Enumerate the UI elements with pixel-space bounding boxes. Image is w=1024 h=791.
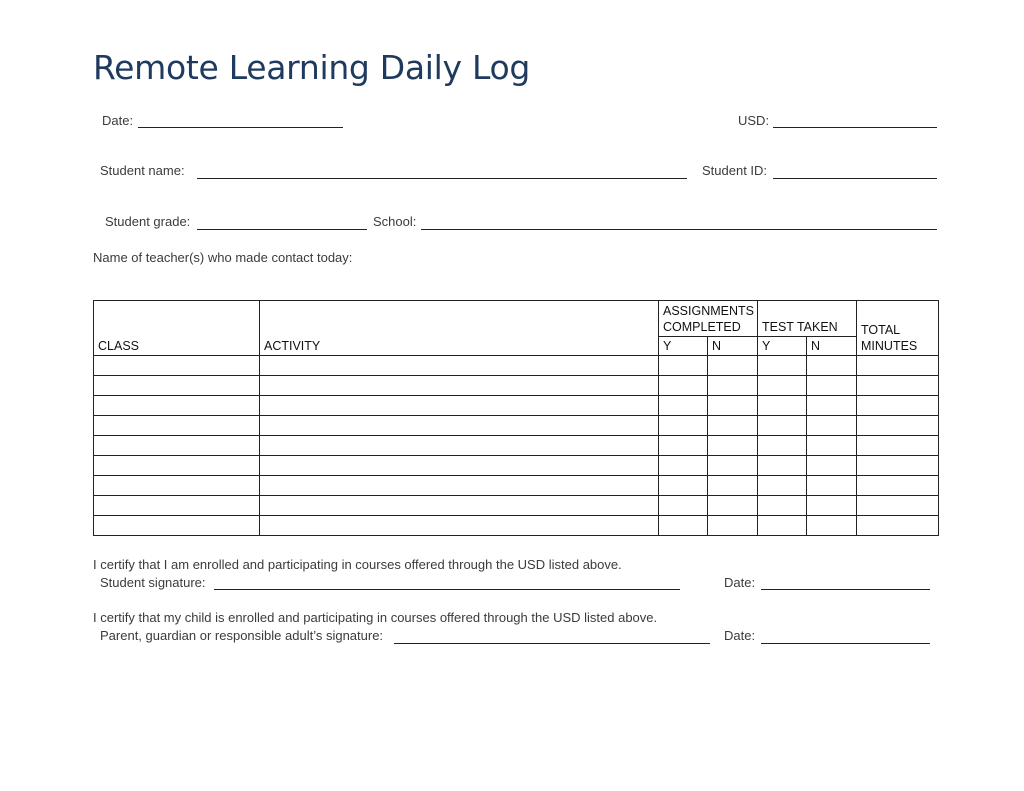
test-yes-cell[interactable] bbox=[758, 356, 807, 376]
student-id-label: Student ID: bbox=[702, 163, 768, 178]
class-cell[interactable] bbox=[94, 376, 260, 396]
activity-cell[interactable] bbox=[260, 476, 659, 496]
assignments-yes-cell[interactable] bbox=[659, 396, 708, 416]
assignments-no-cell[interactable] bbox=[708, 436, 758, 456]
student-name-label: Student name: bbox=[100, 163, 185, 178]
table-row bbox=[94, 396, 939, 416]
test-no-cell[interactable] bbox=[807, 456, 857, 476]
assignments-no-cell[interactable] bbox=[708, 416, 758, 436]
test-no-cell[interactable] bbox=[807, 476, 857, 496]
test-yes-cell[interactable] bbox=[758, 436, 807, 456]
assignments-yes-cell[interactable] bbox=[659, 376, 708, 396]
student-date-field[interactable] bbox=[761, 589, 930, 590]
student-id-field[interactable] bbox=[773, 178, 937, 179]
total-minutes-cell[interactable] bbox=[857, 436, 939, 456]
assignments-no-cell[interactable] bbox=[708, 496, 758, 516]
total-minutes-cell[interactable] bbox=[857, 496, 939, 516]
student-grade-field[interactable] bbox=[197, 229, 367, 230]
log-table-body bbox=[94, 356, 939, 536]
activity-cell[interactable] bbox=[260, 376, 659, 396]
student-date-label: Date: bbox=[724, 575, 756, 590]
test-no-header: N bbox=[807, 337, 857, 356]
table-row bbox=[94, 456, 939, 476]
test-no-cell[interactable] bbox=[807, 436, 857, 456]
total-minutes-cell[interactable] bbox=[857, 396, 939, 416]
activity-cell[interactable] bbox=[260, 396, 659, 416]
table-row bbox=[94, 516, 939, 536]
assignments-yes-cell[interactable] bbox=[659, 476, 708, 496]
page-title: Remote Learning Daily Log bbox=[93, 48, 531, 87]
total-minutes-cell[interactable] bbox=[857, 376, 939, 396]
table-row bbox=[94, 476, 939, 496]
assignments-no-cell[interactable] bbox=[708, 456, 758, 476]
student-certification-text: I certify that I am enrolled and participating in courses offered through the USD listed above. bbox=[93, 557, 622, 572]
class-cell[interactable] bbox=[94, 396, 260, 416]
date-field[interactable] bbox=[138, 127, 343, 128]
activity-cell[interactable] bbox=[260, 456, 659, 476]
table-row bbox=[94, 416, 939, 436]
class-cell[interactable] bbox=[94, 436, 260, 456]
test-yes-cell[interactable] bbox=[758, 416, 807, 436]
test-no-cell[interactable] bbox=[807, 356, 857, 376]
student-signature-field[interactable] bbox=[214, 589, 680, 590]
table-row bbox=[94, 436, 939, 456]
test-yes-cell[interactable] bbox=[758, 456, 807, 476]
test-no-cell[interactable] bbox=[807, 376, 857, 396]
activity-column-header: ACTIVITY bbox=[260, 301, 659, 356]
test-no-cell[interactable] bbox=[807, 496, 857, 516]
test-yes-cell[interactable] bbox=[758, 396, 807, 416]
assignments-yes-header: Y bbox=[659, 337, 708, 356]
test-no-cell[interactable] bbox=[807, 416, 857, 436]
assignments-no-cell[interactable] bbox=[708, 356, 758, 376]
parent-date-label: Date: bbox=[724, 628, 756, 643]
test-yes-cell[interactable] bbox=[758, 496, 807, 516]
activity-cell[interactable] bbox=[260, 516, 659, 536]
class-column-header: CLASS bbox=[94, 301, 260, 356]
parent-certification-text: I certify that my child is enrolled and participating in courses offered through the USD listed above. bbox=[93, 610, 658, 625]
assignments-no-cell[interactable] bbox=[708, 516, 758, 536]
test-no-cell[interactable] bbox=[807, 516, 857, 536]
assignments-yes-cell[interactable] bbox=[659, 436, 708, 456]
assignments-no-cell[interactable] bbox=[708, 396, 758, 416]
table-row bbox=[94, 356, 939, 376]
assignments-no-header: N bbox=[708, 337, 758, 356]
total-minutes-header: TOTAL MINUTES bbox=[857, 301, 939, 356]
usd-label: USD: bbox=[738, 113, 770, 128]
total-minutes-cell[interactable] bbox=[857, 476, 939, 496]
test-yes-cell[interactable] bbox=[758, 476, 807, 496]
assignments-yes-cell[interactable] bbox=[659, 516, 708, 536]
total-minutes-cell[interactable] bbox=[857, 356, 939, 376]
parent-signature-label: Parent, guardian or responsible adult’s signature: bbox=[100, 628, 384, 643]
parent-signature-field[interactable] bbox=[394, 643, 710, 644]
total-minutes-cell[interactable] bbox=[857, 456, 939, 476]
test-yes-cell[interactable] bbox=[758, 516, 807, 536]
teachers-label: Name of teacher(s) who made contact today: bbox=[93, 250, 353, 265]
assignments-yes-cell[interactable] bbox=[659, 456, 708, 476]
test-yes-cell[interactable] bbox=[758, 376, 807, 396]
table-row bbox=[94, 376, 939, 396]
school-label: School: bbox=[373, 214, 417, 229]
table-row bbox=[94, 496, 939, 516]
class-cell[interactable] bbox=[94, 356, 260, 376]
assignments-yes-cell[interactable] bbox=[659, 416, 708, 436]
total-minutes-cell[interactable] bbox=[857, 416, 939, 436]
activity-cell[interactable] bbox=[260, 436, 659, 456]
class-cell[interactable] bbox=[94, 516, 260, 536]
assignments-yes-cell[interactable] bbox=[659, 496, 708, 516]
assignments-no-cell[interactable] bbox=[708, 476, 758, 496]
class-cell[interactable] bbox=[94, 476, 260, 496]
total-minutes-cell[interactable] bbox=[857, 516, 939, 536]
activity-cell[interactable] bbox=[260, 496, 659, 516]
test-yes-header: Y bbox=[758, 337, 807, 356]
activity-cell[interactable] bbox=[260, 416, 659, 436]
class-cell[interactable] bbox=[94, 496, 260, 516]
test-no-cell[interactable] bbox=[807, 396, 857, 416]
activity-log-table bbox=[93, 300, 939, 536]
student-grade-label: Student grade: bbox=[105, 214, 191, 229]
class-cell[interactable] bbox=[94, 456, 260, 476]
date-label: Date: bbox=[102, 113, 134, 128]
class-cell[interactable] bbox=[94, 416, 260, 436]
assignments-completed-header: ASSIGNMENTS COMPLETED bbox=[659, 301, 758, 337]
student-name-field[interactable] bbox=[197, 178, 687, 179]
usd-field[interactable] bbox=[773, 127, 937, 128]
activity-cell[interactable] bbox=[260, 356, 659, 376]
assignments-no-cell[interactable] bbox=[708, 376, 758, 396]
assignments-yes-cell[interactable] bbox=[659, 356, 708, 376]
school-field[interactable] bbox=[421, 229, 937, 230]
test-taken-header: TEST TAKEN bbox=[758, 301, 857, 337]
student-signature-label: Student signature: bbox=[100, 575, 206, 590]
parent-date-field[interactable] bbox=[761, 643, 930, 644]
